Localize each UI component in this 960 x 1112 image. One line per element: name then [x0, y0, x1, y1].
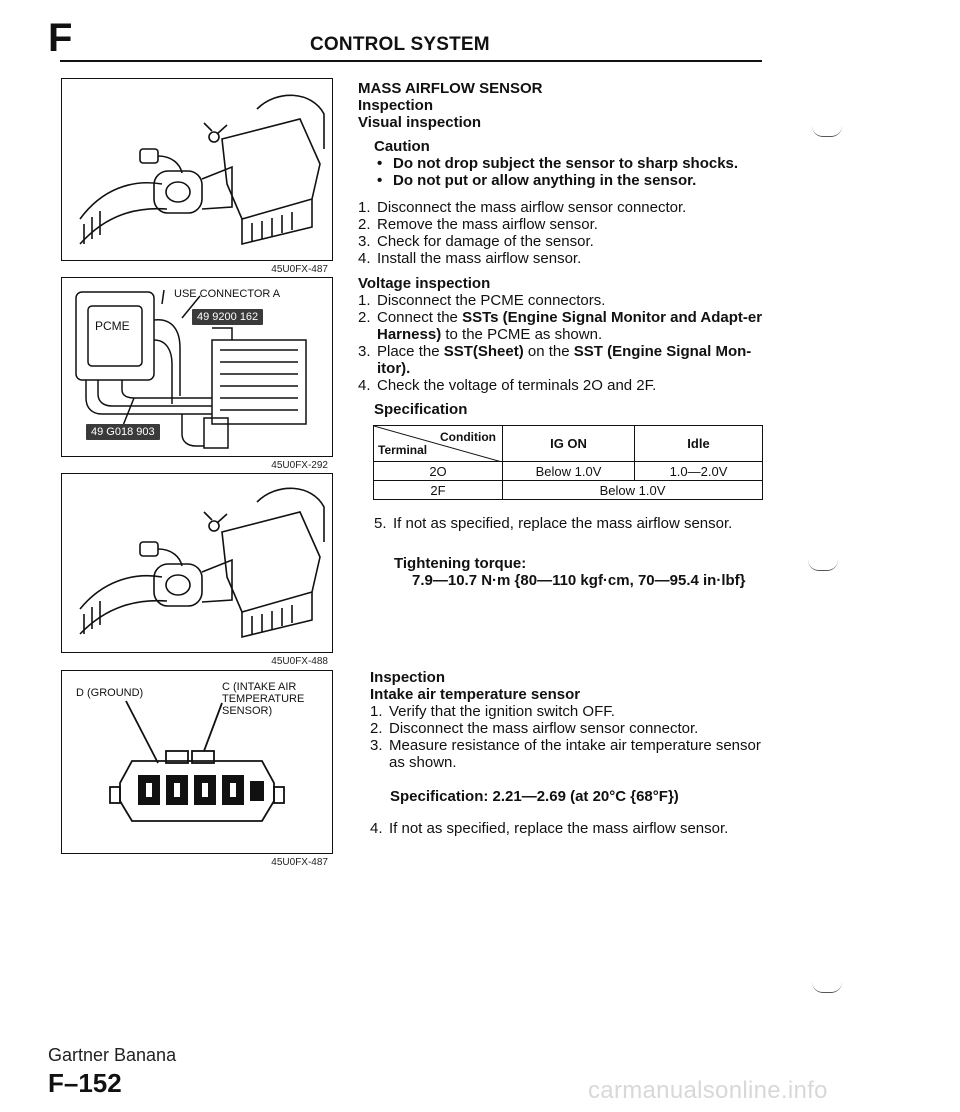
maf-heading-block	[358, 80, 778, 131]
step-item: 4. Install the mass airflow sensor.	[358, 250, 582, 267]
iat-specification: Specification: 2.21—2.69 (at 20°C {68°F})	[390, 788, 679, 805]
pcme-label: PCME	[95, 319, 130, 333]
hdr-ig-on: IG ON	[503, 426, 635, 462]
step-item: 3. Place the SST(Sheet) on the SST (Engine Signal Mon-itor).	[358, 343, 752, 377]
caution-item: • Do not drop subject the sensor to sharp shocks.	[374, 155, 774, 172]
ground-terminal-label: D (GROUND)	[76, 687, 144, 699]
voltage-heading: Voltage inspection	[358, 275, 491, 292]
figure-code: 45U0FX-292	[271, 460, 328, 471]
cell-terminal: 2O	[374, 462, 503, 481]
page-title: CONTROL SYSTEM	[310, 34, 490, 55]
figure-maf-assembly	[61, 78, 333, 275]
watermark-site: carmanualsonline.info	[588, 1077, 828, 1104]
step-item: 1. Disconnect the PCME connectors.	[358, 292, 606, 309]
table-row	[374, 481, 763, 500]
iat-heading-block	[370, 669, 780, 703]
connector-label: USE CONNECTOR A	[174, 288, 281, 300]
torque-value: 7.9—10.7 N·m {80—110 kgf·cm, 70—95.4 in·lbf}	[412, 572, 746, 589]
sensor-terminal-label: C (INTAKE AIR TEMPERATURE SENSOR)	[222, 681, 305, 718]
cell-ig-on: Below 1.0V	[503, 462, 635, 481]
step-item: 3. Measure resistance of the intake air temperature sensor as shown.	[370, 737, 761, 771]
maf-sensor-illustration	[62, 474, 332, 652]
step-item: 2. Connect the SSTs (Engine Signal Monitor and Adapt-er Harness) to the PCME as shown.	[358, 309, 763, 343]
step-item: 1. Verify that the ignition switch OFF.	[370, 703, 615, 720]
figure-code: 45U0FX-487	[271, 857, 328, 868]
step-item: 3. Check for damage of the sensor.	[358, 233, 594, 250]
page-number: F–152	[48, 1068, 122, 1098]
figure-pcme-connection	[61, 277, 333, 471]
step-item: 4. Check the voltage of terminals 2O and 2F.	[358, 377, 657, 394]
caution-item: • Do not put or allow anything in the sensor.	[374, 172, 774, 189]
iat-steps	[370, 703, 770, 771]
footer-brand: Gartner Banana	[48, 1045, 177, 1065]
visual-inspection-heading: Visual inspection	[358, 114, 482, 131]
maf-assembly-illustration	[62, 79, 332, 260]
margin-mark	[812, 126, 842, 137]
voltage-steps	[358, 292, 768, 394]
specification-heading: Specification	[374, 401, 468, 418]
step-item: 2. Remove the mass airflow sensor.	[358, 216, 598, 233]
section-letter: F	[48, 16, 73, 60]
cell-terminal: 2F	[374, 481, 503, 500]
inspection-heading: Inspection	[358, 97, 434, 114]
voltage-step5	[374, 515, 774, 532]
figure-connector-terminals	[61, 670, 333, 868]
torque-label: Tightening torque:	[394, 555, 527, 572]
figure-maf-sensor	[61, 473, 333, 667]
figure-code: 45U0FX-488	[271, 656, 328, 667]
spec-header-cell	[374, 426, 503, 462]
cell-both: Below 1.0V	[503, 481, 763, 500]
cell-idle: 1.0—2.0V	[635, 462, 763, 481]
margin-mark	[812, 982, 842, 993]
hdr-terminal: Terminal	[378, 443, 428, 457]
inspection-heading-2: Inspection	[370, 669, 446, 686]
visual-steps	[358, 199, 768, 267]
caution-title: Caution	[374, 138, 430, 155]
spec-table	[373, 425, 763, 500]
sst-tag-9200-162: 49 9200 162	[192, 309, 263, 325]
step-item: 1. Disconnect the mass airflow sensor connector.	[358, 199, 687, 216]
header-rule	[60, 60, 762, 62]
caution-block	[374, 138, 774, 189]
margin-mark	[808, 560, 838, 571]
iat-step4	[370, 820, 770, 837]
hdr-condition: Condition	[440, 430, 496, 444]
sst-tag-g018-903: 49 G018 903	[86, 424, 160, 440]
caution-list	[374, 155, 774, 189]
table-row	[374, 462, 763, 481]
step-item: 5. If not as specified, replace the mass airflow sensor.	[374, 515, 733, 532]
step-item: 4. If not as specified, replace the mass airflow sensor.	[370, 820, 729, 837]
hdr-idle: Idle	[635, 426, 763, 462]
step-item: 2. Disconnect the mass airflow sensor connector.	[370, 720, 699, 737]
figure-code: 45U0FX-487	[271, 264, 328, 275]
section-title: MASS AIRFLOW SENSOR	[358, 80, 543, 97]
iat-title: Intake air temperature sensor	[370, 686, 581, 703]
